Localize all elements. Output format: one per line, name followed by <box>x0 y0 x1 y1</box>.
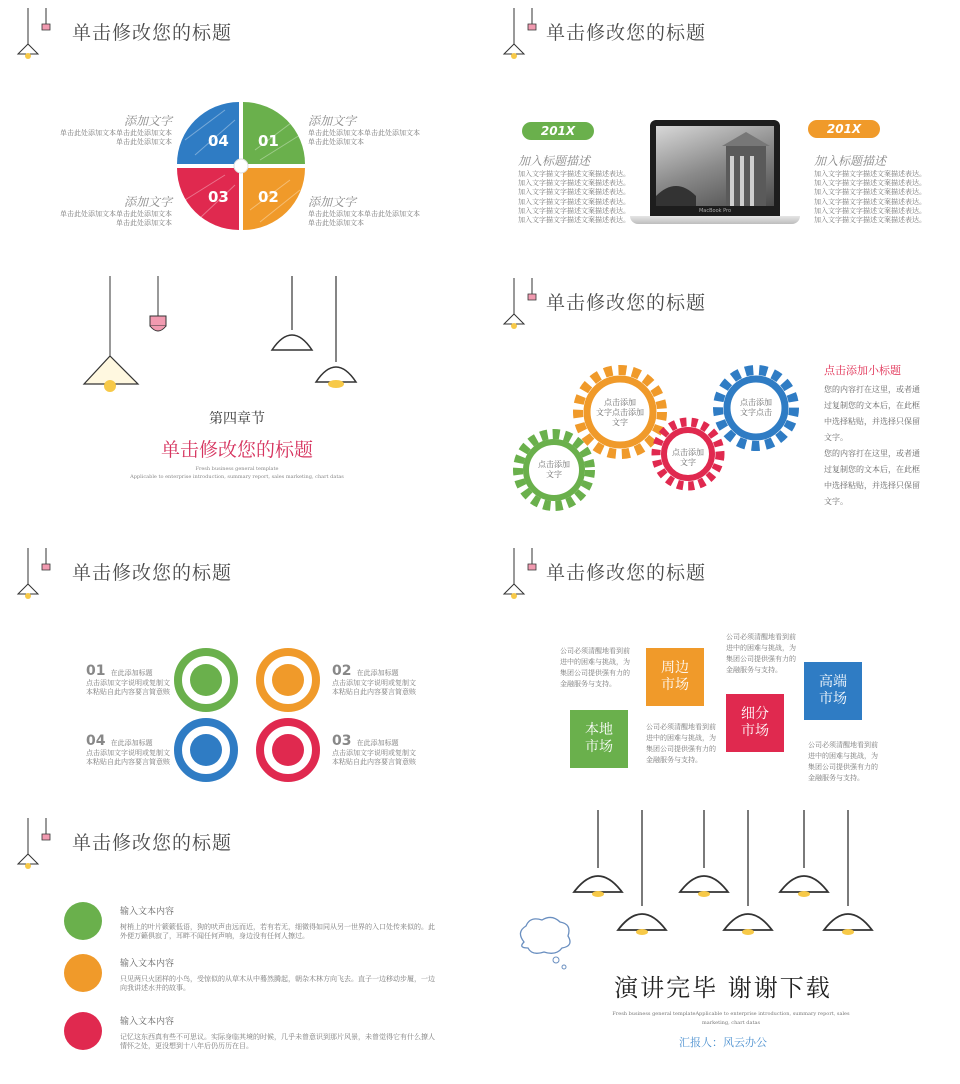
quadrant-label-04: 04 <box>208 132 229 150</box>
market-text-2: 公司必须清醒地看到前进中的困难与挑战，为集团公司提供强有力的金融服务与支持。 <box>726 633 796 674</box>
lamp-left-icon <box>80 276 170 396</box>
lamp-icon <box>500 548 542 600</box>
slide-7[interactable] <box>0 810 474 1078</box>
right-desc-2: 加入文字描文字描述文案描述表达。加入文字描文字描述文案描述表达。加入文字描文字描述文案描述表达。 <box>814 198 926 224</box>
market-box-peripheral[interactable]: 周边 市场 <box>646 648 704 706</box>
text-block-bl <box>60 193 172 228</box>
year-tag-left: 201X <box>522 122 594 140</box>
side-text-1: 您的内容打在这里，或者通过复制您的文本后，在此框中选择粘贴，并选择只保留文字。 <box>824 385 920 442</box>
lamp-icon <box>14 8 56 60</box>
ring-green <box>174 648 238 712</box>
lightbulb-icon <box>64 1012 102 1050</box>
list-item-1 <box>120 904 440 941</box>
lamp-right-icon <box>268 276 368 396</box>
item-body: 点击添加文字说明或复制文 本粘贴自此内容要言简意赅 <box>332 749 416 766</box>
chapter-label: 第四章节 <box>209 411 265 427</box>
document-icon <box>190 734 222 766</box>
market-text-1: 公司必须清醒地看到前进中的困难与挑战，为集团公司提供强有力的金融服务与支持。 <box>560 647 630 688</box>
item-01 <box>86 660 170 697</box>
quadrant-circle <box>175 100 307 232</box>
side-title[interactable]: 点击添加小标题 <box>824 364 901 377</box>
left-desc-2: 加入文字描文字描述文案描述表达。加入文字描文字描述文案描述表达。加入文字描文字描述文案描述表达。 <box>518 198 630 224</box>
list-head: 输入文本内容 <box>120 907 175 917</box>
block-title: 添加文字 <box>308 195 357 209</box>
item-body: 点击添加文字说明或复制文 本粘贴自此内容要言简意赅 <box>332 679 416 696</box>
block-title: 添加文字 <box>123 114 172 128</box>
list-head: 输入文本内容 <box>120 959 175 969</box>
market-box-segment[interactable]: 细分 市场 <box>726 694 784 752</box>
market-box-highend[interactable]: 高端 市场 <box>804 662 862 720</box>
lamp-icon <box>500 278 542 330</box>
item-body: 点击添加文字说明或复制文 本粘贴自此内容要言简意赅 <box>86 749 170 766</box>
item-04 <box>86 730 170 767</box>
list-head: 输入文本内容 <box>120 1017 175 1027</box>
list-body: 只见两只火团样的小鸟，受惊似的从草木从中蓦然腾起，朝杂木林方向飞去。直子一边移动步履，一边向我讲述水井的故事。 <box>120 975 435 992</box>
tablet-icon <box>64 954 102 992</box>
list-body: 树梢上的叶片簌簌低语，狗的吠声由远而近，若有若无，细微得如同从另一世界的入口处传来似的。此外便万籁俱寂了，耳畔不闻任何声响，身边没有任何人擦过。 <box>120 923 435 940</box>
block-body: 单击此处添加文本单击此处添加文本 单击此处添加文本 <box>60 129 172 146</box>
side-text-2: 您的内容打在这里，或者通过复制您的文本后，在此框中选择粘贴，并选择只保留文字。 <box>824 449 920 506</box>
slide-8[interactable] <box>486 810 960 1078</box>
slide-6[interactable] <box>486 540 960 808</box>
item-head: 在此添加标题 <box>110 669 153 677</box>
list-item-2 <box>120 956 440 993</box>
list-body: 记忆这东西真有些不可思议。实际身临其境的时候，几乎未曾意识到那片风景，未曾觉得它有什么撩人情怀之处，更没想到十八年后仍历历在目。 <box>120 1033 435 1050</box>
item-03 <box>332 730 416 767</box>
quadrant-label-03: 03 <box>208 188 229 206</box>
closing-sub: Fresh business general templateApplicable to enterprise introduction, summary report, sales marketing, chart datas <box>612 1011 850 1026</box>
laptop-base <box>630 216 800 224</box>
thought-cloud-icon <box>516 914 576 970</box>
ring-red <box>256 718 320 782</box>
chapter-sub-1: Fresh business general template <box>195 466 279 472</box>
list-item-3 <box>120 1014 440 1051</box>
text-block-br <box>308 193 438 228</box>
right-desc-1: 加入文字描文字描述文案描述表达。加入文字描文字描述文案描述表达。加入文字描文字描述文案描述表达。 <box>814 170 926 196</box>
slide-title[interactable]: 单击修改您的标题 <box>546 562 707 584</box>
gear-label-blue[interactable]: 点击添加 文字点击 <box>740 398 772 417</box>
laptop-icon <box>64 902 102 940</box>
gear-label-orange[interactable]: 点击添加 文字点击添加 文字 <box>596 398 644 427</box>
lamp-icon <box>14 818 56 870</box>
globe-person-icon <box>272 734 304 766</box>
left-desc-title: 加入标题描述 <box>518 154 591 168</box>
block-title: 添加文字 <box>308 114 357 128</box>
item-num: 04 <box>86 733 106 749</box>
gear-label-red[interactable]: 点击添加 文字 <box>672 448 704 467</box>
slide-2[interactable] <box>486 0 960 268</box>
hanging-lamps <box>566 810 886 938</box>
slide-title[interactable]: 单击修改您的标题 <box>72 832 233 854</box>
text-block-tl <box>60 112 172 147</box>
block-body: 单击此处添加文本单击此处添加文本 单击此处添加文本 <box>60 210 172 227</box>
slide-title[interactable]: 单击修改您的标题 <box>72 562 233 584</box>
laptop-screen <box>650 120 780 216</box>
item-02 <box>332 660 416 697</box>
laptop-image <box>630 120 800 228</box>
slide-title[interactable]: 单击修改您的标题 <box>546 292 707 314</box>
slide-title[interactable]: 单击修改您的标题 <box>72 22 233 44</box>
item-num: 02 <box>332 663 352 679</box>
lamp-icon <box>14 548 56 600</box>
coins-icon <box>272 664 304 696</box>
left-desc-1: 加入文字描文字描述文案描述表达。加入文字描文字描述文案描述表达。加入文字描文字描述文案描述表达。 <box>518 170 630 196</box>
presenter-icon <box>190 664 222 696</box>
slide-4[interactable] <box>486 270 960 538</box>
item-head: 在此添加标题 <box>356 669 399 677</box>
slide-5[interactable] <box>0 540 474 808</box>
gear-label-green[interactable]: 点击添加 文字 <box>538 460 570 479</box>
slide-1[interactable] <box>0 0 474 268</box>
market-box-local[interactable]: 本地 市场 <box>570 710 628 768</box>
year-tag-right: 201X <box>808 120 880 138</box>
item-head: 在此添加标题 <box>356 739 399 747</box>
laptop-label: MacBook Pro <box>698 208 732 214</box>
item-num: 03 <box>332 733 352 749</box>
text-block-tr <box>308 112 438 147</box>
ring-blue <box>174 718 238 782</box>
ring-orange <box>256 648 320 712</box>
quadrant-label-02: 02 <box>258 188 279 206</box>
market-text-3: 公司必须清醒地看到前进中的困难与挑战，为集团公司提供强有力的金融服务与支持。 <box>646 723 716 764</box>
chapter-title[interactable]: 单击修改您的标题 <box>160 439 313 461</box>
item-head: 在此添加标题 <box>110 739 153 747</box>
block-body: 单击此处添加文本单击此处添加文本 单击此处添加文本 <box>308 210 420 227</box>
right-desc-title: 加入标题描述 <box>814 154 887 168</box>
chapter-sub-2: Applicable to enterprise introduction, summary report, sales marketing, chart datas <box>130 474 344 480</box>
market-text-4: 公司必须清醒地看到前进中的困难与挑战，为集团公司提供强有力的金融服务与支持。 <box>808 741 878 782</box>
closing-title[interactable]: 演讲完毕 谢谢下载 <box>614 974 832 1002</box>
photo <box>656 126 774 206</box>
slide-title[interactable]: 单击修改您的标题 <box>546 22 707 44</box>
item-num: 01 <box>86 663 106 679</box>
slide-3[interactable] <box>0 270 474 538</box>
quadrant-label-01: 01 <box>258 132 279 150</box>
lamp-icon <box>500 8 542 60</box>
item-body: 点击添加文字说明或复制文 本粘贴自此内容要言简意赅 <box>86 679 170 696</box>
gears-graphic <box>512 362 812 522</box>
block-body: 单击此处添加文本单击此处添加文本 单击此处添加文本 <box>308 129 420 146</box>
block-title: 添加文字 <box>123 195 172 209</box>
reporter-label: 汇报人：风云办公 <box>679 1036 767 1049</box>
